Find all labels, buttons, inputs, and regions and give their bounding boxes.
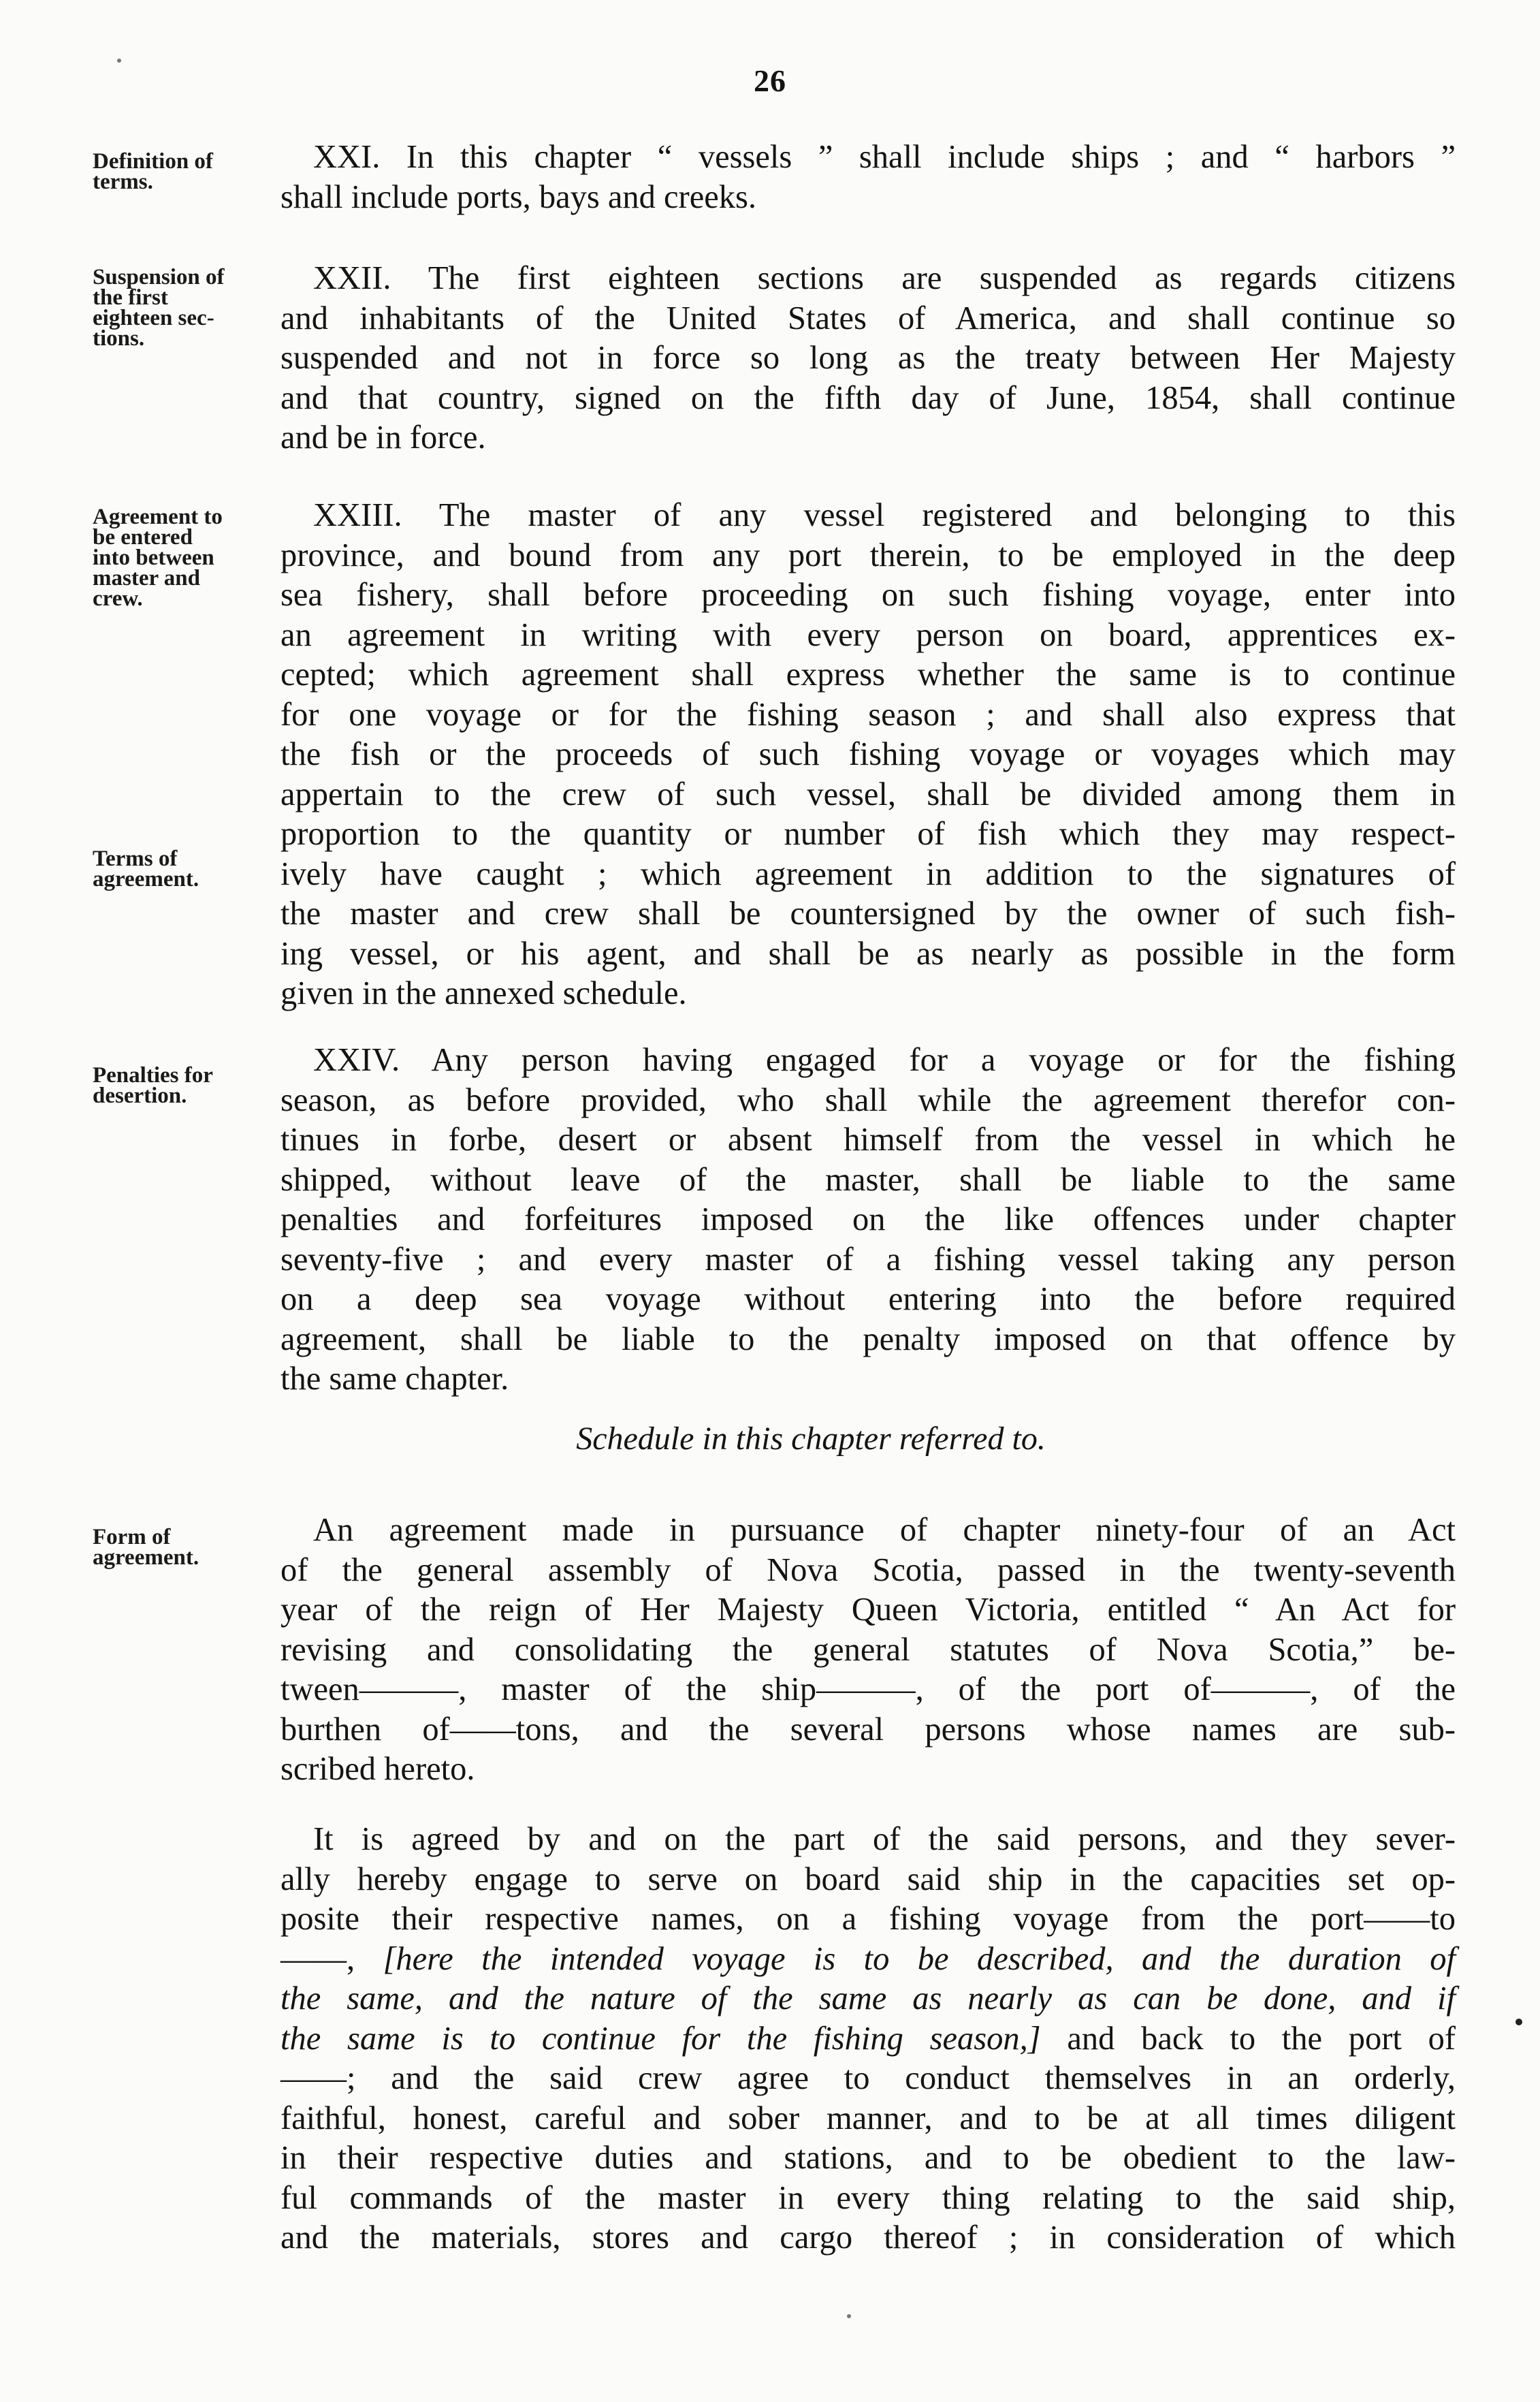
text-line: for one voyage or for the fishing season ; and shall also express that xyxy=(280,696,1456,733)
margin-note-line: eighteen sec- xyxy=(93,306,214,330)
text-line: year of the reign of Her Majesty Queen Victoria, entitled “ An Act for xyxy=(280,1592,1456,1628)
section-xxiii xyxy=(280,496,1456,1014)
text-line: tween———, master of the ship———, of the port of———, of the xyxy=(280,1671,1456,1707)
margin-note-line: agreement. xyxy=(93,1545,199,1570)
text-line: posite their respective names, on a fishing voyage from the port——to xyxy=(280,1901,1456,1937)
margin-note-line: desertion. xyxy=(93,1084,187,1108)
text-line: and the materials, stores and cargo thereof ; in consideration of which xyxy=(280,2219,1456,2256)
text-line: An agreement made in pursuance of chapter ninety-four of an Act xyxy=(313,1512,1456,1548)
text-line: appertain to the crew of such vessel, shall be divided among them in xyxy=(280,776,1456,812)
margin-note-line: crew. xyxy=(93,586,143,611)
margin-note-line: Penalties for xyxy=(93,1063,213,1088)
margin-note-form xyxy=(93,1527,278,1568)
margin-note-line: the first xyxy=(93,285,168,310)
section-xxiv xyxy=(280,1041,1456,1400)
text-line: of the general assembly of Nova Scotia, passed in the twenty-seventh xyxy=(280,1551,1456,1588)
text-line: XXIV. Any person having engaged for a voyage or for the fishing xyxy=(313,1042,1456,1078)
margin-note-line: Agreement to xyxy=(93,505,223,529)
margin-note-line: master and xyxy=(93,566,200,590)
text-line: penalties and forfeitures imposed on the like offences under chapter xyxy=(280,1201,1456,1237)
margin-note-line: agreement. xyxy=(93,867,199,891)
text-line: XXIII. The master of any vessel registered and belonging to this xyxy=(313,497,1456,533)
text-line: shipped, without leave of the master, shall be liable to the same xyxy=(280,1161,1456,1198)
text-line: It is agreed by and on the part of the said persons, and they sever- xyxy=(313,1821,1456,1857)
section-xxii xyxy=(280,259,1456,458)
margin-note-line: Terms of xyxy=(93,847,178,871)
margin-note-line: Definition of xyxy=(93,149,213,174)
text-line: province, and bound from any port therein, to be employed in the deep xyxy=(280,537,1456,573)
text-line: cepted; which agreement shall express whether the same is to continue xyxy=(280,657,1456,693)
text-line: given in the annexed schedule. xyxy=(280,975,687,1011)
text-line: the fish or the proceeds of such fishing voyage or voyages which may xyxy=(280,736,1456,772)
italic-text-run: the same is to continue for the fishing season,] xyxy=(280,2020,1041,2057)
margin-note-line: be entered xyxy=(93,525,193,550)
text-line: XXII. The first eighteen sections are suspended as regards citizens xyxy=(313,260,1456,296)
text-line: in their respective duties and stations, and to be obedient to the law- xyxy=(280,2140,1456,2176)
text-line: ally hereby engage to serve on board said ship in the capacities set op- xyxy=(280,1861,1456,1897)
text-line: XXI. In this chapter “ vessels ” shall include ships ; and “ harbors ” xyxy=(313,139,1456,175)
margin-note-line: Form of xyxy=(93,1525,171,1549)
print-speck xyxy=(847,2314,851,2318)
text-line: and inhabitants of the United States of America, and shall continue so xyxy=(280,300,1456,336)
margin-note-definition xyxy=(93,151,278,192)
text-line: and that country, signed on the fifth day of June, 1854, shall continue xyxy=(280,379,1456,416)
text-line: ively have caught ; which agreement in addition to the signatures of xyxy=(280,855,1456,892)
text-line: burthen of——tons, and the several persons whose names are sub- xyxy=(280,1711,1456,1748)
italic-text-run: [here the intended voyage is to be described, and the duration of xyxy=(383,1940,1456,1977)
italic-text-line: the same, and the nature of the same as nearly as can be done, and if xyxy=(280,1980,1456,2017)
text-line: ——; and the said crew agree to conduct themselves in an orderly, xyxy=(280,2060,1456,2096)
text-line: sea fishery, shall before proceeding on such fishing voyage, enter into xyxy=(280,577,1456,613)
text-line: seventy-five ; and every master of a fishing vessel taking any person xyxy=(280,1241,1456,1278)
text-line: season, as before provided, who shall while the agreement therefor con- xyxy=(280,1081,1456,1118)
text-line: suspended and not in force so long as the treaty between Her Majesty xyxy=(280,340,1456,376)
text-line: scribed hereto. xyxy=(280,1751,475,1787)
text-line: ing vessel, or his agent, and shall be as nearly as possible in the form xyxy=(280,935,1456,972)
text-line: proportion to the quantity or number of fish which they may respect- xyxy=(280,816,1456,852)
section-xxi xyxy=(280,138,1456,217)
text-line: faithful, honest, careful and sober manner, and to be at all times diligent xyxy=(280,2100,1456,2136)
margin-note-terms xyxy=(93,849,278,889)
margin-note-line: Suspension of xyxy=(93,265,225,289)
margin-note-line: tions. xyxy=(93,326,145,351)
form-of-agreement xyxy=(280,1511,1456,1790)
text-line: and be in force. xyxy=(280,420,486,456)
text-run: ——, xyxy=(280,1940,383,1977)
margin-note-line: into between xyxy=(93,546,214,570)
print-speck xyxy=(117,59,121,63)
text-line xyxy=(280,2019,1456,2059)
margin-note-agreement xyxy=(93,507,278,609)
print-speck xyxy=(1515,2019,1522,2025)
text-run: and back to the port of xyxy=(1040,2020,1456,2057)
text-line: agreement, shall be liable to the penalty imposed on that offence by xyxy=(280,1321,1456,1357)
text-line: shall include ports, bays and creeks. xyxy=(280,178,757,215)
text-line: revising and consolidating the general statutes of Nova Scotia,” be- xyxy=(280,1631,1456,1668)
text-line: on a deep sea voyage without entering into the before required xyxy=(280,1281,1456,1317)
schedule-heading: Schedule in this chapter referred to. xyxy=(576,1421,1046,1457)
margin-note-suspension xyxy=(93,267,278,349)
text-line: the master and crew shall be countersigned by the owner of such fish- xyxy=(280,896,1456,932)
agreement-body xyxy=(280,1820,1456,2258)
text-line: tinues in forbe, desert or absent himself from the vessel in which he xyxy=(280,1122,1456,1158)
text-line: ful commands of the master in every thing relating to the said ship, xyxy=(280,2179,1456,2216)
margin-note-penalties xyxy=(93,1065,278,1106)
text-line xyxy=(280,1940,1456,1980)
text-line: the same chapter. xyxy=(280,1361,509,1397)
margin-note-line: terms. xyxy=(93,170,153,194)
page-number: 26 xyxy=(754,63,786,98)
text-line: an agreement in writing with every person on board, apprentices ex- xyxy=(280,616,1456,653)
